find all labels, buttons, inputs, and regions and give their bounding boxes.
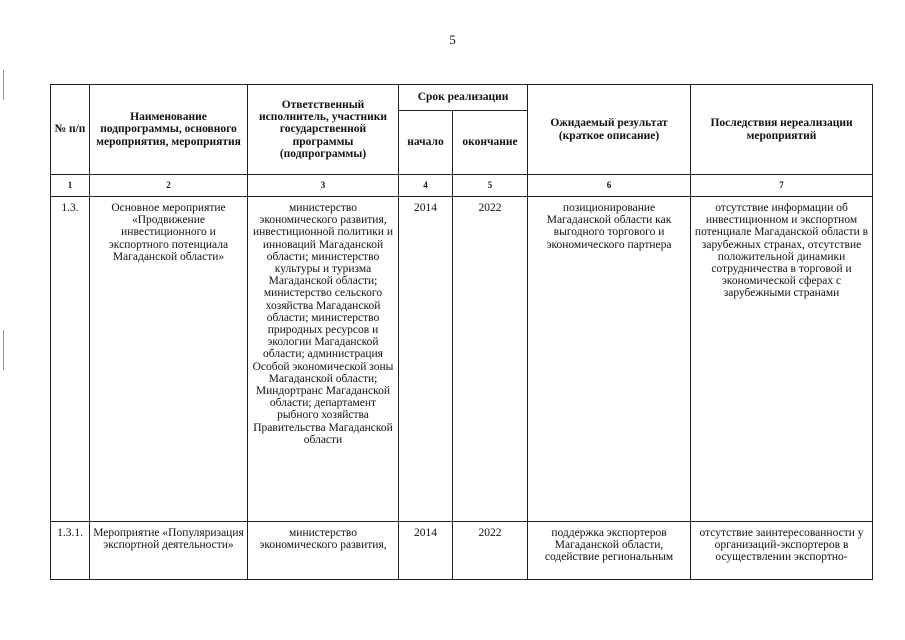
table-row	[51, 197, 873, 522]
column-number: 6	[528, 175, 691, 197]
row-executor: министерство экономического развития, инвестиционной политики и инноваций Магаданской области; министерство культуры и туризма Магаданской области; министерство сельского хозяйства Магаданской области; министерство природных ресурсов и экологии Магаданской области; администрация Особой экономической зоны Магаданской области; Миндортранс Магаданской области; департамент рыбного хозяйства Правительства Магаданской области	[248, 197, 399, 522]
row-executor: министерство экономического развития,	[248, 522, 399, 580]
page-number: 5	[449, 32, 456, 47]
header-consequences: Последствия нереализации мероприятий	[691, 85, 873, 175]
column-numbers-row	[51, 175, 873, 197]
row-result: позиционирование Магаданской области как выгодного торгового и экономического партнера	[528, 197, 691, 522]
table-row	[51, 522, 873, 580]
row-num: 1.3.1.	[51, 522, 90, 580]
header-result: Ожидаемый результат (краткое описание)	[528, 85, 691, 175]
row-start: 2014	[399, 197, 453, 522]
header-num: № п/п	[51, 85, 90, 175]
scan-mark	[3, 70, 4, 100]
row-start: 2014	[399, 522, 453, 580]
column-number: 4	[399, 175, 453, 197]
row-end: 2022	[453, 522, 528, 580]
column-number: 2	[90, 175, 248, 197]
row-name: Мероприятие «Популяризация экспортной деятельности»	[90, 522, 248, 580]
header-name: Наименование подпрограммы, основного мероприятия, мероприятия	[90, 85, 248, 175]
header-period: Срок реализации	[399, 85, 528, 111]
header-end: окончание	[453, 111, 528, 175]
column-number: 1	[51, 175, 90, 197]
column-number: 5	[453, 175, 528, 197]
scan-mark	[3, 330, 4, 370]
column-number: 3	[248, 175, 399, 197]
measures-table	[50, 84, 873, 580]
row-end: 2022	[453, 197, 528, 522]
row-name: Основное мероприятие «Продвижение инвестиционного и экспортного потенциала Магаданской области»	[90, 197, 248, 522]
row-consequences: отсутствие информации об инвестиционном и экспортном потенциале Магаданской области в зарубежных странах, отсутствие положительной динамики сотрудничества в торговой и экономической сферах с зарубежными странами	[691, 197, 873, 522]
row-result: поддержка экспортеров Магаданской области, содействие региональным	[528, 522, 691, 580]
header-start: начало	[399, 111, 453, 175]
header-executor: Ответственный исполнитель, участники государственной программы (подпрограммы)	[248, 85, 399, 175]
column-number: 7	[691, 175, 873, 197]
row-consequences: отсутствие заинтересованности у организаций-экспортеров в осуществлении экспортно-	[691, 522, 873, 580]
row-num: 1.3.	[51, 197, 90, 522]
